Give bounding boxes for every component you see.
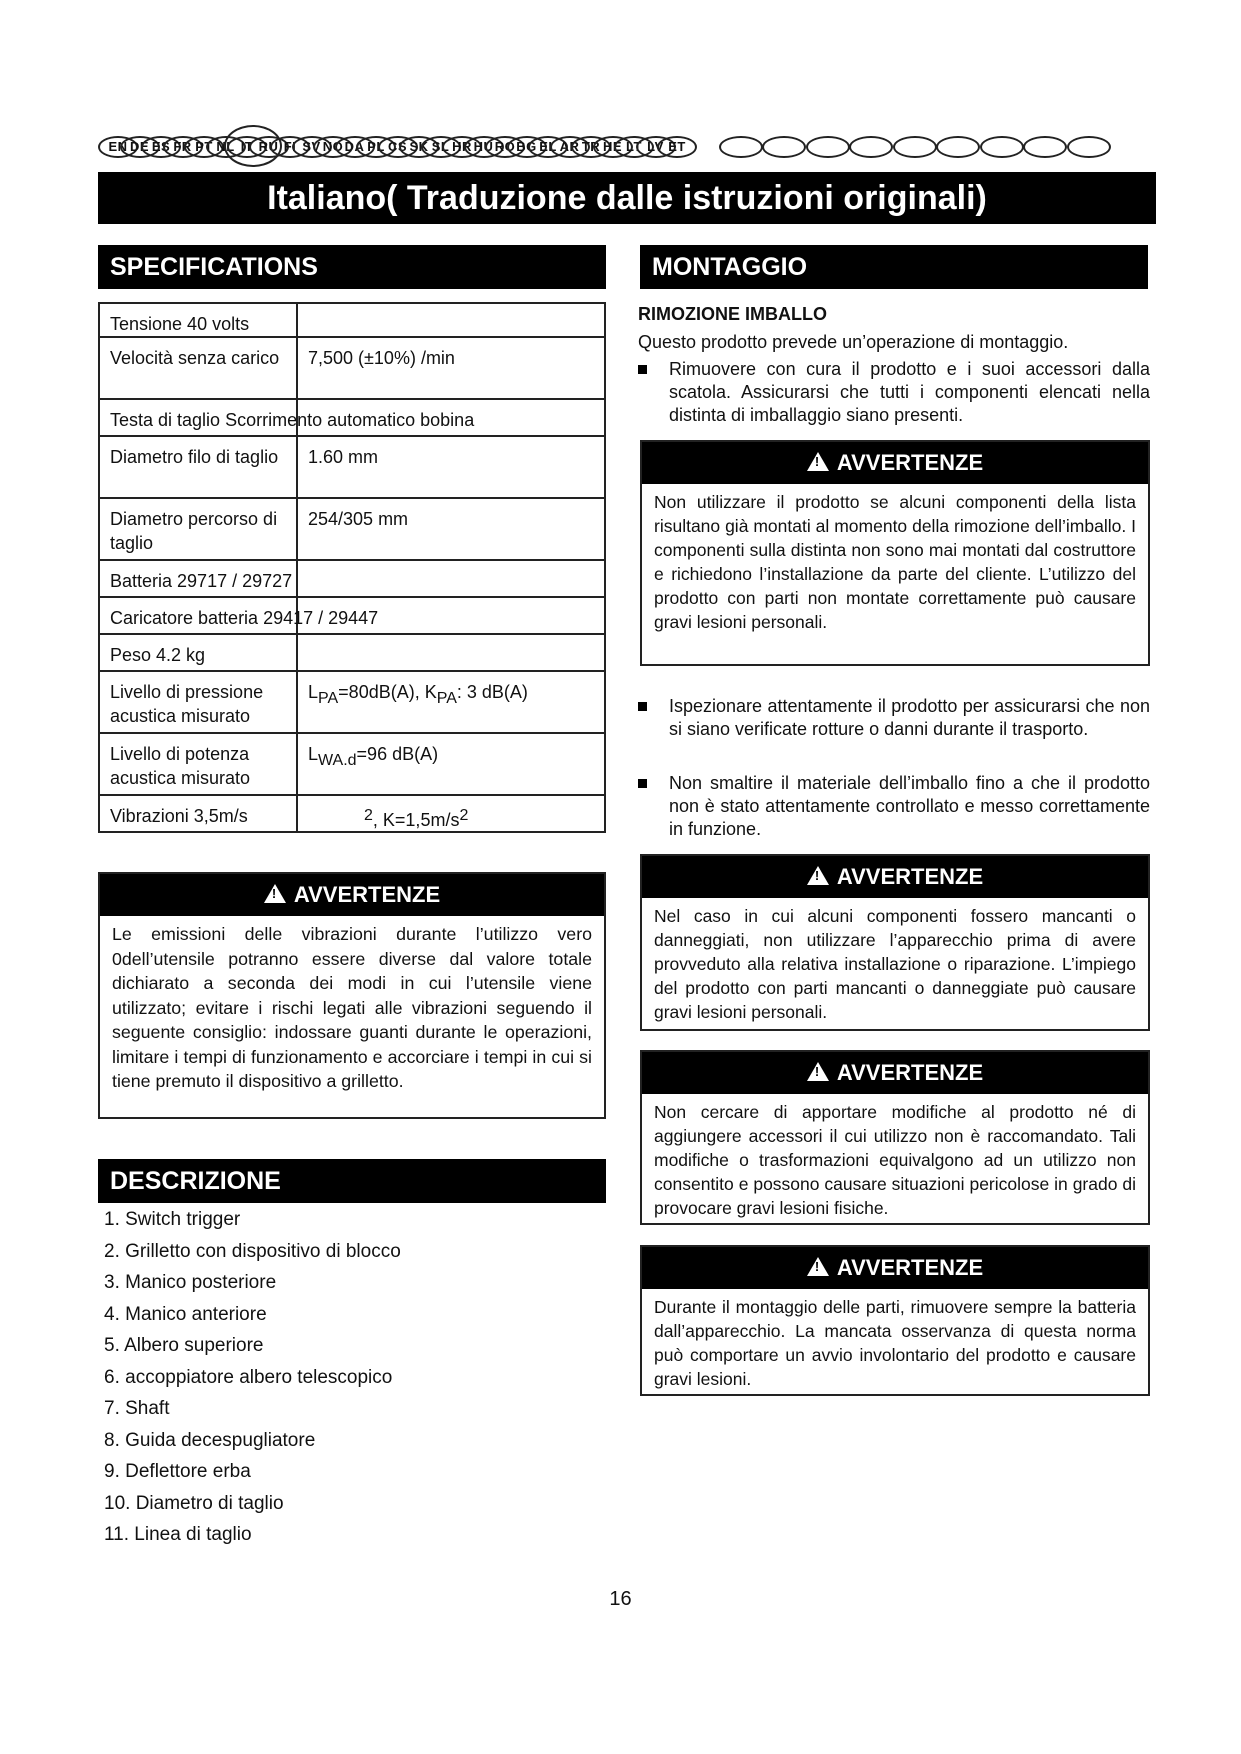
spec-row-voltage	[98, 302, 606, 338]
warning-header	[100, 874, 604, 916]
warning-box-4	[640, 1245, 1150, 1396]
list-item: 2. Grilletto con dispositivo di blocco	[104, 1240, 401, 1262]
list-item: 10. Diametro di taglio	[104, 1492, 284, 1514]
spec-value-superscript: 2	[459, 807, 469, 824]
language-tab[interactable]: ET	[657, 136, 697, 158]
language-tab[interactable]	[849, 136, 893, 158]
list-item: 4. Manico anteriore	[104, 1303, 267, 1325]
spec-label: Testa di taglio Scorrimento automatico bobina	[110, 410, 475, 430]
bullet-square-icon	[638, 702, 647, 711]
bullet-item	[638, 772, 1150, 841]
language-tab[interactable]: BG	[507, 136, 547, 158]
spec-value-subscript: PA	[436, 690, 457, 707]
spec-label: Vibrazioni 3,5m/s	[110, 806, 248, 826]
language-tab[interactable]: PT	[184, 136, 224, 158]
spec-row-vibration	[98, 796, 606, 833]
warning-title: AVVERTENZE	[836, 450, 984, 475]
language-tab[interactable]: DA	[335, 136, 375, 158]
spec-value-part: =96 dB(A)	[356, 744, 439, 764]
language-tab[interactable]: SV	[292, 136, 332, 158]
bullet-item	[638, 358, 1150, 427]
list-item: 1. Switch trigger	[104, 1209, 241, 1230]
montaggio-intro: Questo prodotto prevede un’operazione di montaggio.	[638, 332, 1069, 352]
list-item: 5. Albero superiore	[104, 1335, 264, 1356]
list-item: 11. Linea di taglio	[104, 1524, 252, 1545]
language-tab[interactable]: RO	[485, 136, 525, 158]
language-tab[interactable]	[762, 136, 806, 158]
spec-row-charger	[98, 598, 606, 635]
language-tab[interactable]: HU	[464, 136, 504, 158]
spec-value-part: L	[308, 682, 319, 702]
language-tab[interactable]: LV	[636, 136, 676, 158]
warning-title: AVVERTENZE	[836, 1255, 984, 1280]
warning-title: AVVERTENZE	[836, 864, 984, 889]
description-parts-list	[104, 1204, 584, 1551]
language-tab[interactable]: PL	[356, 136, 396, 158]
spec-label: Diametro filo di taglio	[110, 447, 279, 467]
language-tab[interactable]: LT	[614, 136, 654, 158]
spec-value	[364, 804, 654, 832]
descrizione-heading: DESCRIZIONE	[98, 1159, 606, 1203]
warning-title: AVVERTENZE	[293, 882, 441, 907]
list-item: 8. Guida decespugliatore	[104, 1429, 316, 1451]
language-tab[interactable]: RU	[249, 136, 289, 158]
montaggio-heading: MONTAGGIO	[640, 245, 1148, 289]
spec-value-part: : 3 dB(A)	[456, 682, 528, 702]
spec-label: Livello di pressione acustica misurato	[110, 682, 264, 726]
language-tab[interactable]: NL	[206, 136, 246, 158]
language-tab[interactable]: ES	[141, 136, 181, 158]
page-title: Italiano( Traduzione dalle istruzioni originali)	[98, 172, 1156, 224]
spec-row-line-diameter	[98, 437, 606, 499]
active-language-indicator	[224, 125, 282, 167]
spec-value-part: , K=1,5m/s	[372, 810, 460, 830]
list-item: 3. Manico posteriore	[104, 1272, 277, 1293]
language-tab[interactable]: FI	[270, 136, 310, 158]
bullet-square-icon	[638, 779, 647, 788]
language-tab[interactable]	[806, 136, 850, 158]
spec-label: Velocità senza carico	[110, 348, 280, 368]
spec-value: 254/305 mm	[308, 509, 409, 529]
language-tab[interactable]	[936, 136, 980, 158]
language-tab[interactable]: DE	[120, 136, 160, 158]
spec-row-sound-pressure	[98, 672, 606, 734]
list-item: 7. Shaft	[104, 1398, 170, 1419]
spec-label: Peso 4.2 kg	[110, 645, 206, 665]
language-tab[interactable]: SK	[399, 136, 439, 158]
spec-value: 7,500 (±10%) /min	[308, 348, 455, 368]
warning-box-1	[640, 440, 1150, 666]
warning-triangle-icon	[264, 884, 286, 903]
spec-row-weight	[98, 635, 606, 672]
warning-text: Le emissioni delle vibrazioni durante l’utilizzo vero 0dell’utensile potranno essere diverse dal valore totale dichiarato a seconda dei modi in cui l’utensile viene utilizzato; evitare i rischi legati alle vibrazioni seguendo il seguente consiglio: indossare guanti durante le operazioni, limitare i tempi di funzionamento e accorciare i tempi in cui si tiene premuto il dispositivo a grilletto.	[112, 924, 592, 1091]
warning-header	[642, 442, 1148, 484]
rimozione-imballo-subheading: RIMOZIONE IMBALLO	[638, 304, 827, 324]
spec-value-subscript: WA.d	[318, 752, 357, 769]
language-tab[interactable]: AR	[550, 136, 590, 158]
spec-row-cutting-head	[98, 400, 606, 437]
bullet-square-icon	[638, 365, 647, 374]
spec-label: Diametro percorso di taglio	[110, 509, 278, 553]
spec-value-part: =80dB(A), K	[338, 682, 437, 702]
spec-value	[308, 680, 598, 711]
list-item: 6. accoppiatore albero telescopico	[104, 1366, 393, 1388]
language-tab[interactable]: HR	[442, 136, 482, 158]
specifications-table	[98, 302, 606, 833]
language-tab[interactable]: EL	[528, 136, 568, 158]
language-tab[interactable]	[980, 136, 1024, 158]
spec-label: Caricatore batteria 29417 / 29447	[110, 608, 379, 628]
language-tab[interactable]: HE	[593, 136, 633, 158]
warning-box-2	[640, 854, 1150, 1031]
spec-value-part: L	[308, 744, 319, 764]
warning-text: Non cercare di apportare modifiche al prodotto né di aggiungere accessori il cui utilizzo non è raccomandato. Tali modifiche o trasformazioni equivalgono ad un utilizzo non consentito e possono causare situazioni pericolose in grado di provocare gravi lesioni fisiche.	[654, 1102, 1136, 1218]
spec-value	[308, 742, 598, 773]
page-number: 16	[609, 1588, 632, 1610]
warning-triangle-icon	[807, 1257, 829, 1276]
warning-vibration-box	[98, 872, 606, 1119]
bullet-text: Rimuovere con cura il prodotto e i suoi accessori dalla scatola. Assicurarsi che tutti i componenti elencati nella distinta di imballaggio siano presenti.	[669, 359, 1150, 425]
spec-value-superscript: 2	[364, 807, 373, 824]
spec-row-speed	[98, 338, 606, 400]
list-item: 9. Deflettore erba	[104, 1461, 251, 1482]
spec-row-battery	[98, 561, 606, 598]
specifications-heading: SPECIFICATIONS	[98, 245, 606, 289]
language-tab[interactable]	[719, 136, 763, 158]
spec-row-sound-power	[98, 734, 606, 796]
warning-box-3	[640, 1050, 1150, 1225]
spec-label: Batteria 29717 / 29727	[110, 571, 293, 591]
bullet-text: Non smaltire il materiale dell’imballo fino a che il prodotto non è stato attentamente controllato e messo correttamente in funzione.	[669, 773, 1150, 839]
warning-header	[642, 1052, 1148, 1094]
bullet-text: Ispezionare attentamente il prodotto per assicurarsi che non si siano verificate rotture o danni durante il trasporto.	[669, 696, 1150, 739]
warning-title: AVVERTENZE	[836, 1060, 984, 1085]
bullet-item	[638, 695, 1150, 741]
language-tab[interactable]	[893, 136, 937, 158]
language-tab[interactable]	[1023, 136, 1067, 158]
warning-header	[642, 856, 1148, 898]
language-tab[interactable]: NO	[313, 136, 353, 158]
language-tab[interactable]: CS	[378, 136, 418, 158]
warning-text: Durante il montaggio delle parti, rimuovere sempre la batteria dall’apparecchio. La mancata osservanza di questa norma può comportare un avvio involontario del prodotto e causare gravi lesioni.	[654, 1297, 1136, 1389]
language-tab-strip	[98, 133, 1158, 161]
language-tab[interactable]: SL	[421, 136, 461, 158]
language-tab[interactable]: IT	[227, 136, 267, 158]
spec-label: Livello di potenza acustica misurato	[110, 744, 251, 788]
spec-row-cutting-path	[98, 499, 606, 561]
warning-text: Non utilizzare il prodotto se alcuni componenti della lista risultano già montati al momento della rimozione dell’imballo. I componenti sulla distinta non sono mai montati dal costruttore e richiedono l’installazione da parte del cliente. L’utilizzo del prodotto con parti non montate correttamente può causare gravi lesioni personali.	[654, 492, 1136, 632]
warning-triangle-icon	[807, 1062, 829, 1081]
warning-text: Nel caso in cui alcuni componenti fossero mancanti o danneggiati, non utilizzare l’apparecchio prima di avere provveduto alla relativa installazione o riparazione. L’impiego del prodotto con parti mancanti o danneggiate può causare gravi lesioni personali.	[654, 906, 1136, 1022]
spec-value-subscript: PA	[318, 690, 339, 707]
language-tab[interactable]: EN	[98, 136, 138, 158]
language-tab[interactable]	[1067, 136, 1111, 158]
warning-triangle-icon	[807, 452, 829, 471]
warning-triangle-icon	[807, 866, 829, 885]
language-tab[interactable]: TR	[571, 136, 611, 158]
warning-header	[642, 1247, 1148, 1289]
language-tab[interactable]: FR	[163, 136, 203, 158]
spec-label: Tensione 40 volts	[110, 314, 250, 334]
spec-value: 1.60 mm	[308, 447, 379, 467]
